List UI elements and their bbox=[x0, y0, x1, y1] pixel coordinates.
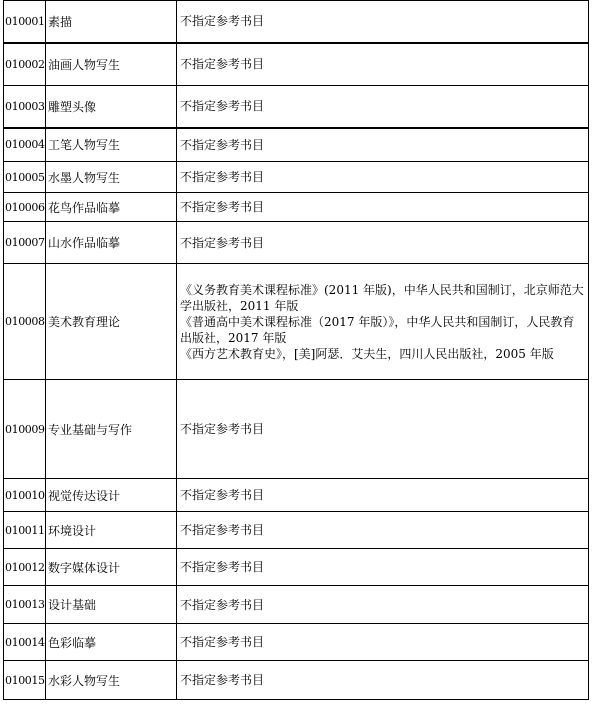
subject-code: 010010 bbox=[4, 479, 46, 512]
table-row bbox=[4, 222, 589, 264]
subject-code: 010003 bbox=[4, 86, 46, 128]
subject-code: 010001 bbox=[4, 1, 46, 43]
table-row bbox=[4, 193, 589, 222]
table-row bbox=[4, 624, 589, 661]
subject-name: 花鸟作品临摹 bbox=[46, 193, 177, 222]
subject-name: 工笔人物写生 bbox=[46, 128, 177, 162]
subject-name: 设计基础 bbox=[46, 586, 177, 624]
subject-name: 美术教育理论 bbox=[46, 264, 177, 380]
table-row bbox=[4, 380, 589, 479]
reference-books: 不指定参考书目 bbox=[177, 479, 589, 512]
reference-book-item: 《普通高中美术课程标准（2017 年版）》，中华人民共和国制订，人民教育出版社，2017 年版 bbox=[180, 314, 575, 345]
reference-books: 不指定参考书目 bbox=[177, 86, 589, 128]
reference-books: 不指定参考书目 bbox=[177, 1, 589, 43]
reference-books: 不指定参考书目 bbox=[177, 162, 589, 193]
reference-book-item: 《西方艺术教育史》，[美]阿瑟．艾夫生，四川人民出版社，2005 年版 bbox=[180, 346, 554, 361]
table-row bbox=[4, 1, 589, 43]
reference-books: 不指定参考书目 bbox=[177, 193, 589, 222]
reference-books: 不指定参考书目 bbox=[177, 512, 589, 549]
subject-code: 010012 bbox=[4, 549, 46, 586]
subject-code: 010008 bbox=[4, 264, 46, 380]
reference-books: 不指定参考书目 bbox=[177, 43, 589, 86]
reference-books: 不指定参考书目 bbox=[177, 380, 589, 479]
table-row bbox=[4, 128, 589, 162]
reference-books: 不指定参考书目 bbox=[177, 549, 589, 586]
subject-name: 色彩临摹 bbox=[46, 624, 177, 661]
table-row bbox=[4, 264, 589, 380]
table-row bbox=[4, 479, 589, 512]
reference-book-item: 《义务教育美术课程标准》(2011 年版)，中华人民共和国制订，北京师范大学出版社，2011 年版 bbox=[180, 282, 584, 313]
subject-name: 水墨人物写生 bbox=[46, 162, 177, 193]
subject-name: 视觉传达设计 bbox=[46, 479, 177, 512]
subject-code: 010014 bbox=[4, 624, 46, 661]
subject-code: 010006 bbox=[4, 193, 46, 222]
reference-books: 不指定参考书目 bbox=[177, 661, 589, 700]
reference-books: 不指定参考书目 bbox=[177, 222, 589, 264]
table-row bbox=[4, 661, 589, 700]
table-row bbox=[4, 549, 589, 586]
subject-code: 010015 bbox=[4, 661, 46, 700]
reference-books: 不指定参考书目 bbox=[177, 128, 589, 162]
subject-name: 素描 bbox=[46, 1, 177, 43]
subject-code: 010009 bbox=[4, 380, 46, 479]
table-row bbox=[4, 586, 589, 624]
subject-name: 环境设计 bbox=[46, 512, 177, 549]
subject-code: 010013 bbox=[4, 586, 46, 624]
subject-name: 专业基础与写作 bbox=[46, 380, 177, 479]
table-row bbox=[4, 512, 589, 549]
subject-code: 010002 bbox=[4, 43, 46, 86]
subject-name: 山水作品临摹 bbox=[46, 222, 177, 264]
table-row bbox=[4, 43, 589, 86]
subject-code: 010007 bbox=[4, 222, 46, 264]
subject-name: 水彩人物写生 bbox=[46, 661, 177, 700]
subject-code: 010004 bbox=[4, 128, 46, 162]
reference-book-table bbox=[3, 0, 589, 700]
reference-books: 不指定参考书目 bbox=[177, 624, 589, 661]
subject-code: 010005 bbox=[4, 162, 46, 193]
subject-name: 油画人物写生 bbox=[46, 43, 177, 86]
subject-name: 数字媒体设计 bbox=[46, 549, 177, 586]
reference-books: 不指定参考书目 bbox=[177, 586, 589, 624]
subject-code: 010011 bbox=[4, 512, 46, 549]
subject-name: 雕塑头像 bbox=[46, 86, 177, 128]
table-row bbox=[4, 162, 589, 193]
table-row bbox=[4, 86, 589, 128]
reference-books bbox=[177, 264, 589, 380]
